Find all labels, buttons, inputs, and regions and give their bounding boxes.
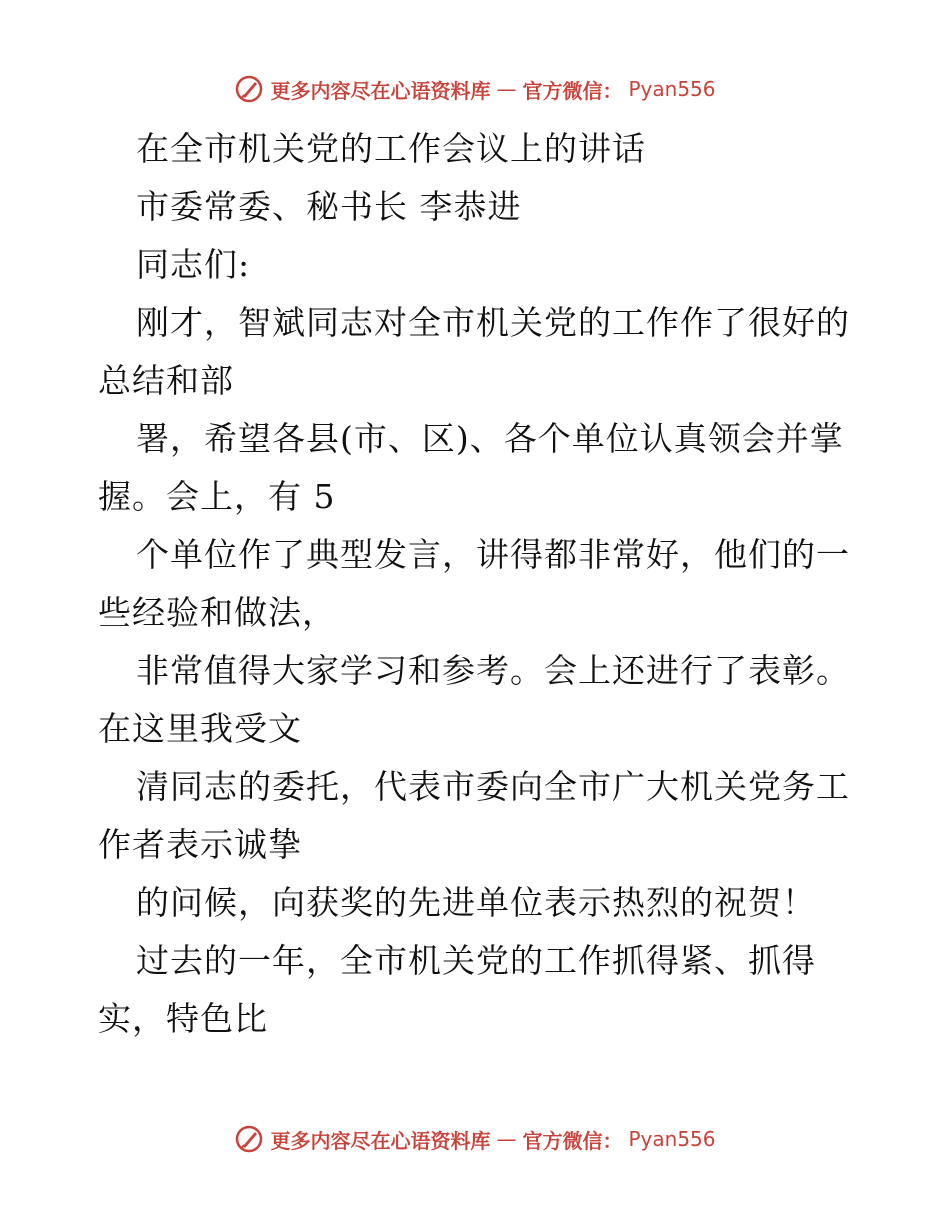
text-line: 实，特色比 bbox=[98, 999, 268, 1038]
watermark-site-text: 更多内容尽在心语资料库 bbox=[270, 1128, 491, 1153]
watermark-dash: — bbox=[496, 1127, 517, 1151]
text-line: 的问候，向获奖的先进单位表示热烈的祝贺！ bbox=[136, 883, 816, 922]
quill-logo-icon bbox=[234, 1124, 264, 1154]
watermark-dash: — bbox=[496, 77, 517, 101]
text-line: 在全市机关党的工作会议上的讲话 bbox=[136, 129, 646, 168]
header-watermark bbox=[0, 72, 950, 106]
text-line: 些经验和做法， bbox=[98, 593, 336, 632]
text-line: 刚才，智斌同志对全市机关党的工作作了很好的 bbox=[136, 303, 850, 342]
text-line: 作者表示诚挚 bbox=[98, 825, 302, 864]
text-line: 清同志的委托，代表市委向全市广大机关党务工 bbox=[136, 767, 850, 806]
text-line: 个单位作了典型发言，讲得都非常好，他们的一 bbox=[136, 535, 850, 574]
quill-logo-icon bbox=[234, 74, 264, 104]
watermark-wechat-label: 官方微信： bbox=[522, 78, 623, 103]
text-line: 署，希望各县(市、区)、各个单位认真领会并掌 bbox=[136, 419, 844, 458]
watermark-wechat-id: Pyan556 bbox=[628, 77, 716, 101]
text-line: 在这里我受文 bbox=[98, 709, 302, 748]
document-body bbox=[98, 120, 854, 1048]
text-line: 非常值得大家学习和参考。会上还进行了表彰。 bbox=[136, 651, 850, 690]
watermark-site-text: 更多内容尽在心语资料库 bbox=[270, 78, 491, 103]
watermark-wechat-id: Pyan556 bbox=[628, 1127, 716, 1151]
watermark-wechat-label: 官方微信： bbox=[522, 1128, 623, 1153]
text-line: 过去的一年，全市机关党的工作抓得紧、抓得 bbox=[136, 941, 816, 980]
text-line: 总结和部 bbox=[98, 361, 234, 400]
footer-watermark bbox=[0, 1122, 950, 1156]
text-line: 握。会上，有 5 bbox=[98, 477, 336, 516]
text-line: 市委常委、秘书长 李恭进 bbox=[136, 187, 522, 226]
text-line: 同志们: bbox=[136, 245, 251, 284]
